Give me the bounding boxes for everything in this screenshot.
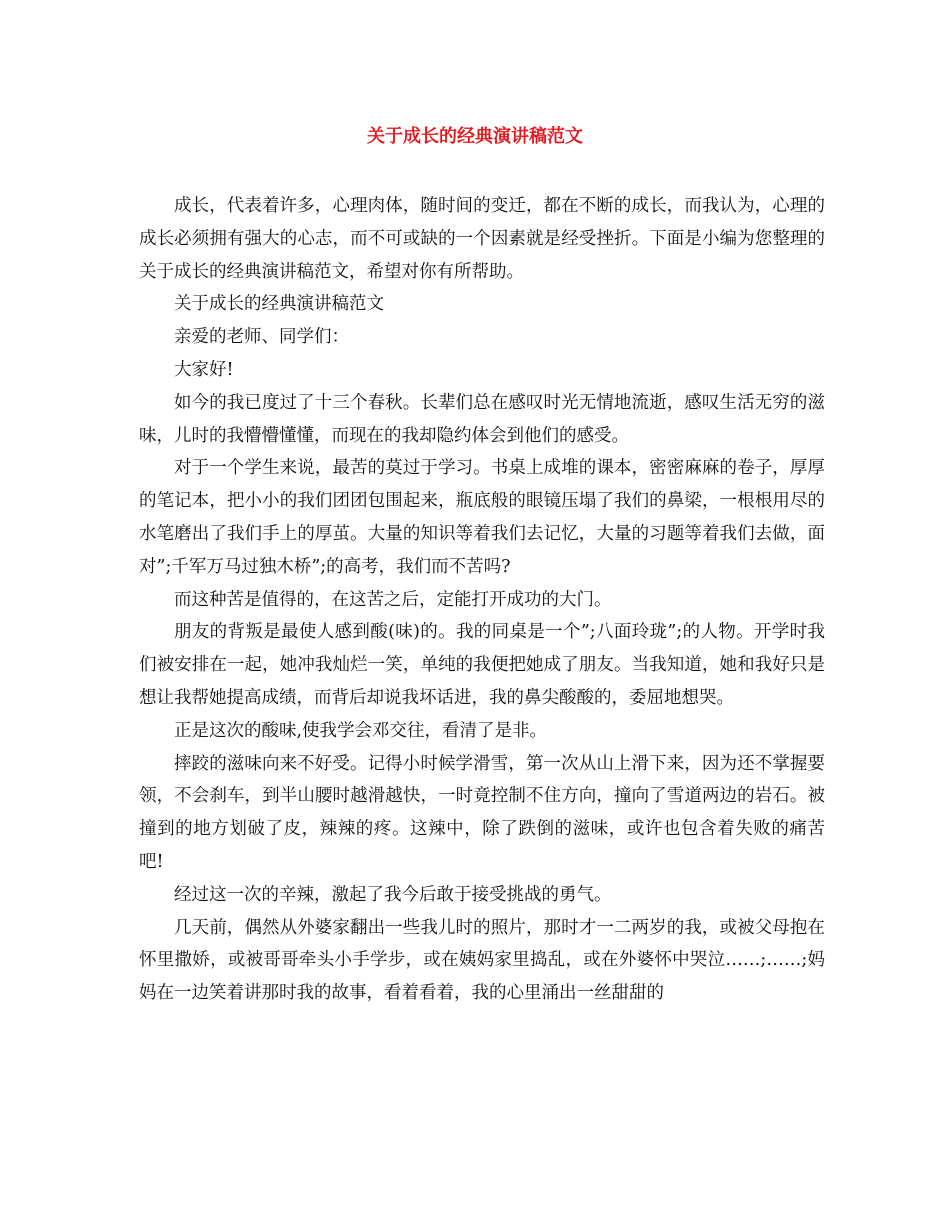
paragraph-greeting: 大家好! (174, 359, 234, 380)
paragraph-body: 而这种苦是值得的，在这苦之后，定能打开成功的大门。 (174, 589, 612, 610)
paragraph-body: 经过这一次的辛辣，激起了我今后敢于接受挑战的勇气。 (174, 884, 612, 905)
paragraph-body: 摔跤的滋味向来不好受。记得小时候学滑雪，第一次从山上滑下来，因为还不掌握要领，不会刹车，到半山腰时越滑越快，一时竟控制不住方向，撞向了雪道两边的岩石。被撞到的地方划破了皮，辣辣的疼。这辣中，除了跌倒的滋味，或许也包含着失败的痛苦吧! (139, 753, 825, 872)
paragraph-body: 正是这次的酸味,使我学会邓交往，看清了是非。 (174, 720, 548, 741)
paragraph-body: 朋友的背叛是最使人感到酸(味)的。我的同桌是一个”;八面玲珑”;的人物。开学时我们被安排在一起，她冲我灿烂一笑，单纯的我便把她成了朋友。当我知道，她和我好只是想让我帮她提高成绩，而背后却说我坏话进，我的鼻尖酸酸的，委屈地想哭。 (139, 622, 825, 708)
paragraph-intro: 成长，代表着许多，心理肉体，随时间的变迁，都在不断的成长，而我认为，心理的成长必须拥有强大的心志，而不可或缺的一个因素就是经受挫折。下面是小编为您整理的关于成长的经典演讲稿范文，希望对你有所帮助。 (139, 196, 825, 282)
paragraph-body: 对于一个学生来说，最苦的莫过于学习。书桌上成堆的课本，密密麻麻的卷子，厚厚的笔记本，把小小的我们团团包围起来，瓶底般的眼镜压塌了我们的鼻梁，一根根用尽的水笔磨出了我们手上的厚茧。大量的知识等着我们去记忆，大量的习题等着我们去做，面对”;千军万马过独木桥”;的高考，我们而不苦吗? (139, 458, 825, 577)
paragraph-salutation: 亲爱的老师、同学们： (174, 327, 349, 348)
document-title: 关于成长的经典演讲稿范文 (367, 126, 583, 147)
paragraph-subtitle: 关于成长的经典演讲稿范文 (174, 294, 384, 315)
document-body (139, 190, 825, 1010)
paragraph-body: 如今的我已度过了十三个春秋。长辈们总在感叹时光无情地流逝，感叹生活无穷的滋味，儿时的我懵懵懂懂，而现在的我却隐约体会到他们的感受。 (139, 392, 825, 446)
paragraph-body: 几天前，偶然从外婆家翻出一些我儿时的照片，那时才一二两岁的我，或被父母抱在怀里撒娇，或被哥哥牵头小手学步，或在姨妈家里捣乱，或在外婆怀中哭泣……;……;妈妈在一边笑着讲那时我的故事，看着看着，我的心里涌出一丝甜甜的 (139, 917, 825, 1004)
